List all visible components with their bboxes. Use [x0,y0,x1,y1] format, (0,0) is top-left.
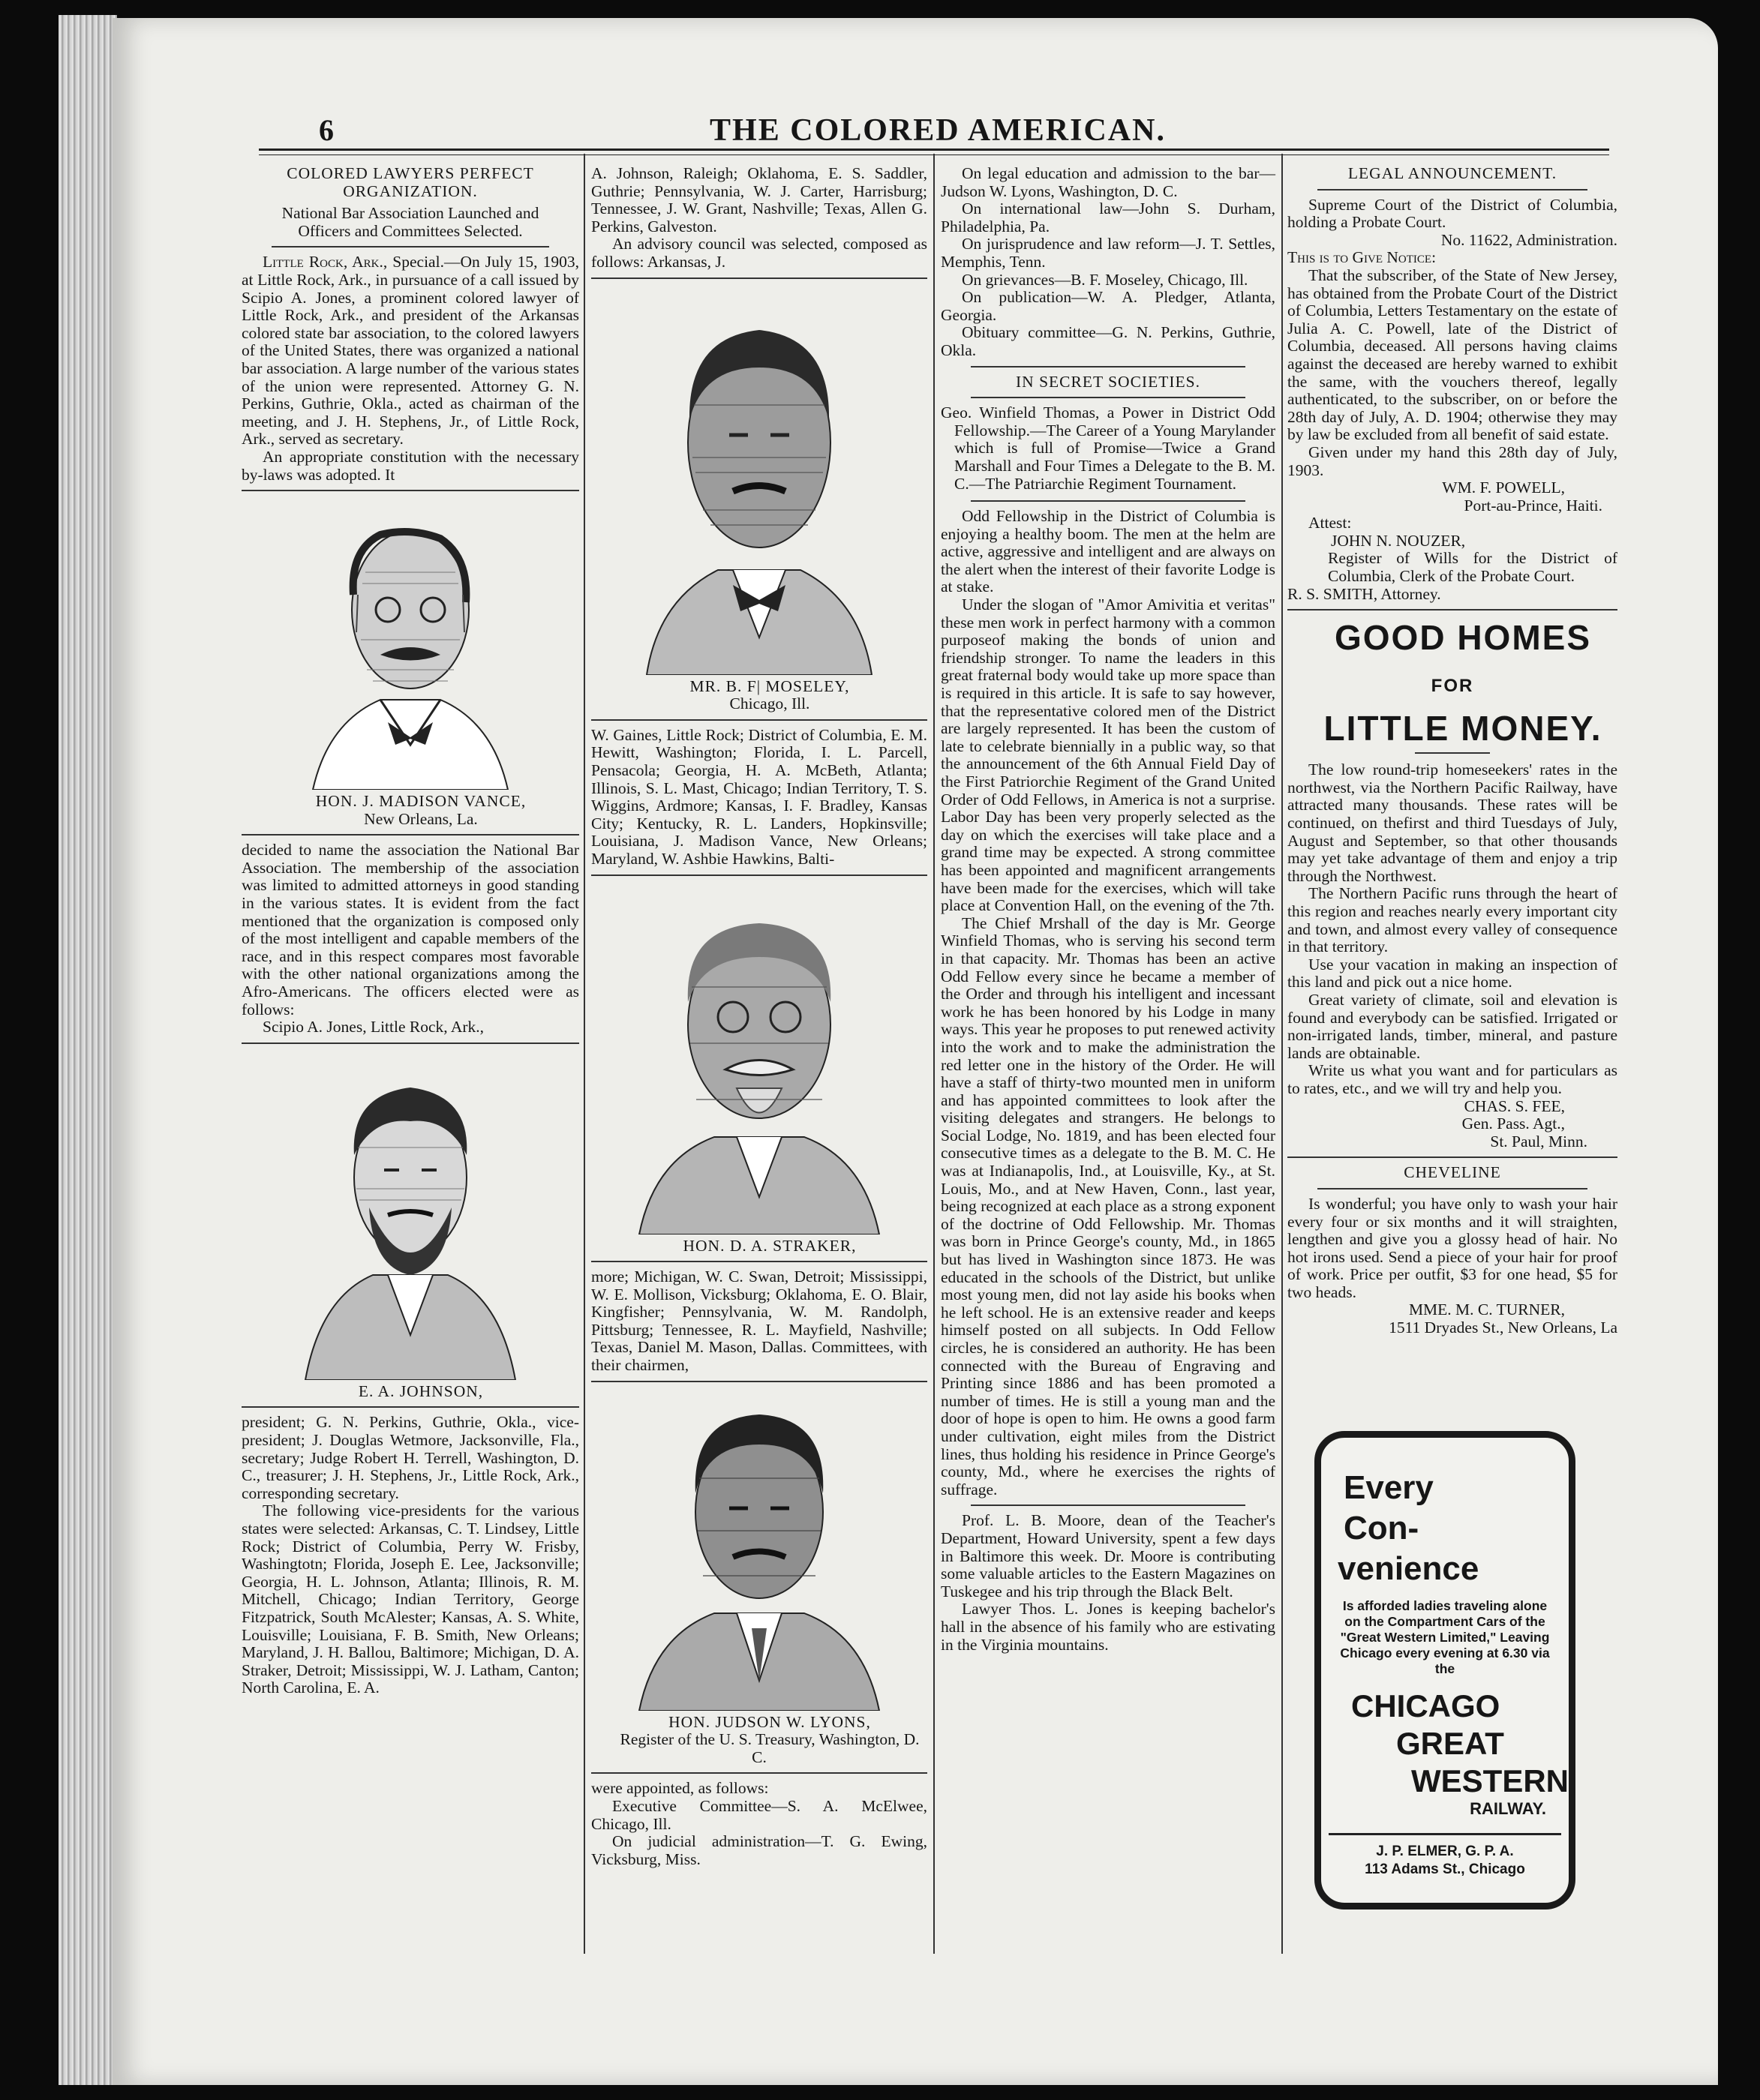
ad-title: CHEVELINE [1404,1163,1501,1182]
railway-logo-line: RAILWAY. [1470,1799,1546,1818]
legal-case-number: No. 11622, Administration. [1440,230,1617,249]
column-3 [941,165,1275,1654]
article-paragraph: The Chief Mrshall of the day is Mr. George Winfield Thomas, who is serving his second term in that capacity. Mr. Thomas has been an active Odd Fellow every since he became a member of the Order and through his intelligent and incessant work he has been honored by his Lodge in many ways. This year he proposes to put renewed activity into the work and to make the administration the red letter one in the history of the Order. He will have a staff of thirty-two mounted men in uniform and has appointed committees to look after the visiting delegates and strangers. He belongs to Social Lodge, No. 1819, and has been elected four consecutive times as a delegate to the B. M. C. He was at Indianapolis, Ind., at Louisville, Ky., at St. Louis, Mo., and at New Haven, Conn., last year, being recognized at each place as a strong exponent of the doctrine of Odd Fellowship. Mr. Thomas was born in Prince George's county, Md., in 1865 but has lived in Washington since 1873. He was educated in the schools of the District, but unlike most young men, did not lay aside his books when he left school. He is an extensive reader and keeps himself posted on all subjects. In Odd Fellow circles, he is considered an authority. He has been connected with the Bureau of Engraving and Printing since 1886 and has been promoted a number of times. He is still a young man and the door of hope is open to him. He owns a good farm under cultivation, eight miles from the District lines, thus holding his residence in Prince George's county, Md., where he exercises the rights of suffrage. [941,914,1275,1498]
divider [242,1042,579,1044]
ad-signature: CHAS. S. FEE, [1464,1096,1565,1115]
ad-paragraph: Great variety of climate, soil and elevation is found and everybody can be satisfied. Irrigated or non-irrigated lands, timber, mineral, and pasture lands are obtainable. [1287,990,1617,1062]
article-paragraph: On publication—W. A. Pledger, Atlanta, Georgia. [941,288,1275,324]
page-stack-edges [59,15,117,2085]
portrait-caption-place: Register of the U. S. Treasury, Washington, D. C. [620,1730,920,1766]
ad-signature: St. Paul, Minn. [1490,1132,1587,1150]
divider [591,278,927,279]
legal-paragraph: Given under my hand this 28th day of July, 1903. [1287,442,1617,479]
ad-signature: 1511 Dryades St., New Orleans, La [1389,1318,1617,1337]
article-paragraph: were appointed, as follows: [591,1779,769,1798]
article-headline: COLORED LAWYERS PERFECT ORGANIZATION. [287,164,534,200]
masthead-rule [259,148,1609,151]
divider [1317,1188,1587,1190]
article-deck: National Bar Association Launched and Officers and Committees Selected. [281,204,539,240]
railway-logo-line: CHICAGO [1351,1688,1500,1724]
portrait-moseley [591,285,927,675]
divider [242,1406,579,1408]
portrait-caption-name: HON. J. MADISON VANCE, [315,792,527,811]
article-deck: Geo. Winfield Thomas, a Power in District Odd Fellowship.—The Career of a Young Marylander which is full of Promise—Twice a Grand Marshall and Four Times a Delegate to the B. M. C.—The Patriarchie Regiment Tournament. [941,404,1275,493]
portrait-caption-name: HON. JUDSON W. LYONS, [668,1712,871,1731]
article-paragraph: Prof. L. B. Moore, dean of the Teacher's Department, Howard University, spent a few days in Baltimore this week. Dr. Moore is contributing some valuable articles to the Eastern Magazines on Tuskegee and his trip through the Black Belt. [941,1511,1275,1600]
divider [591,1381,927,1382]
article-paragraph: An appropriate constitution with the necessary by-laws was adopted. It [242,447,579,484]
legal-title: LEGAL ANNOUNCEMENT. [1347,164,1557,182]
legal-attest-name: JOHN N. NOUZER, [1331,531,1466,550]
legal-attorney: R. S. SMITH, Attorney. [1287,584,1441,603]
article-paragraph: decided to name the association the National Bar Association. The membership of the association was limited to admitted attorneys in good standing in the various states. It is evident from the fact mentioned that the organization is composed only of the most intelligent and capable members of the race, and in this respect compares most favorable with the other national organizations among the Afro-Americans. The officers elected were as follows: [242,841,579,1018]
article-paragraph: W. Gaines, Little Rock; District of Columbia, E. M. Hewitt, Washington; Florida, I. L. Parcell, Pensacola; Georgia, H. A. McBeth, Atlanta; Illinois, S. L. Mast, Chicago; Indian Territory, T. S. Wiggins, Ardmore; Kansas, I. F. Bradley, Kansas City; Kentucky, R. L. Landers, Hopkinsville; Louisiana, J. Madison Vance, New Orleans; Maryland, W. Ashbie Hawkins, Balti- [591,725,927,868]
column-4 [1287,165,1617,1337]
portrait-straker [591,882,927,1234]
ad-paragraph: Is wonderful; you have only to wash your hair every four or six months and it will straighten, lengthen and give you a glossy head of hair. No hot irons used. Send a piece of your hair for proof of work. Price per outfit, $3 for one head, $5 for two heads. [1287,1194,1617,1301]
article-text: Special.—On July 15, 1903, at Little Rock, Ark., in pursuance of a call issued by Scipio A. Jones, a prominent colored lawyer of Little Rock, Ark., and president of the Arkansas colored state bar association, to the colored lawyers of the United States, there was organized a national bar association. A large number of the various states of the union were represented. Attorney G. N. Perkins, Guthrie, Okla., acted as chairman of the meeting, and J. H. Stephens, Jr., of Little Rock, Ark., served as secretary. [242,253,579,448]
portrait-caption-name: E. A. JOHNSON, [358,1382,484,1400]
article-paragraph: president; G. N. Perkins, Guthrie, Okla., vice-president; J. Douglas Wetmore, Jacksonville, Fla., secretary; Judge Robert H. Terrell, Washington, D. C., treasurer; J. H. Stephens, Jr., Little Rock, Ark., corresponding secretary. [242,1413,579,1502]
column-2 [591,165,927,1868]
portrait-caption-place: Chicago, Ill. [729,694,810,713]
ad-paragraph: Use your vacation in making an inspection of this land and pick out a nice home. [1287,955,1617,992]
portrait-caption-name: HON. D. A. STRAKER, [683,1236,857,1255]
column-rule [933,154,935,1954]
page-number: 6 [319,113,334,147]
article-paragraph: On legal education and admission to the bar—Judson W. Lyons, Washington, D. C. [941,164,1275,200]
chicago-great-western-ad [1314,1431,1575,1910]
dateline: Little Rock, Ark., [263,253,388,272]
legal-attest: Attest: [1308,514,1352,532]
ad-line: Con- [1344,1510,1419,1546]
ad-headline-for: FOR [1431,676,1474,697]
article-paragraph: Odd Fellowship in the District of Columbia is enjoying a healthy boom. The men at the helm are active, aggressive and intelligent and are always on the alert when the interest of their favorite Lodge is at stake. [941,507,1275,596]
divider [591,1261,927,1262]
legal-attest-role: Register of Wills for the District of Columbia, Clerk of the Probate Court. [1328,549,1617,586]
divider [971,500,1245,502]
engraved-portrait-image [635,285,883,675]
article-paragraph: A. Johnson, Raleigh; Oklahoma, E. S. Saddler, Guthrie; Pennsylvania, W. J. Carter, Harrisburg; Tennessee, J. W. Grant, Nashville; Texas, Allen G. Perkins, Galveston. [591,164,927,236]
divider [1317,189,1587,190]
portrait-johnson [242,1050,579,1380]
ad-signature: Gen. Pass. Agt., [1461,1114,1565,1133]
divider [272,246,549,248]
portrait-lyons [591,1388,927,1711]
article-paragraph: Executive Committee—S. A. McElwee, Chicago, Ill. [591,1797,927,1833]
ad-headline-2: LITTLE MONEY. [1323,709,1602,748]
divider [591,719,927,721]
railway-logo-line: WESTERN [1411,1763,1569,1798]
legal-paragraph: That the subscriber, of the State of New Jersey, has obtained from the Probate Court of the District of Columbia, Letters Testamentary on the estate of Julia A. C. Powell, late of the District of Columbia, deceased. All persons having claims against the deceased are hereby warned to exhibit the same, with the vouchers thereof, legally authenticated, to the subscriber, on or before the 28th day of July, A. D. 1904; otherwise they may by law be excluded from all benefit of said estate. [1287,266,1617,444]
divider [591,1772,927,1774]
article-paragraph: An advisory council was selected, composed as follows: Arkansas, J. [591,235,927,271]
article-paragraph [242,254,579,448]
ad-footer: 113 Adams St., Chicago [1365,1862,1525,1877]
column-rule [584,154,585,1954]
divider [242,490,579,491]
divider [1287,609,1617,610]
article-paragraph: On grievances—B. F. Moseley, Chicago, Ill. [962,270,1248,289]
engraved-portrait-image [298,497,523,790]
ad-headline-text: GOOD HOMES [1334,618,1592,658]
column-rule [1281,154,1283,1954]
divider [971,1504,1245,1506]
ad-line: Every [1344,1469,1434,1506]
portrait-caption-name: MR. B. F| MOSELEY, [689,676,850,695]
divider [591,874,927,876]
railway-logo-line: GREAT [1396,1726,1504,1761]
article-paragraph: more; Michigan, W. C. Swan, Detroit; Mississippi, W. E. Mollison, Vicksburg; Oklahoma, E. O. Blair, Kingfisher; Pennsylvania, W. M. Randolph, Pittsburg; Tennessee, R. L. Mayfield, Nashville; Texas, Daniel M. Mason, Dallas. Committees, with their chairmen, [591,1268,927,1375]
divider [1287,1156,1617,1158]
divider [971,397,1245,398]
ad-line: venience [1338,1550,1479,1587]
portrait-caption-place: New Orleans, La. [364,809,478,828]
engraved-portrait-image [632,1388,887,1711]
article-paragraph: On judicial administration—T. G. Ewing, Vicksburg, Miss. [591,1832,927,1868]
legal-signature-place: Port-au-Prince, Haiti. [1464,496,1602,514]
ad-text: Is afforded ladies traveling alone on the Compartment Cars of the "Great Western Limited," Leaving Chicago every evening at 6.30 via the [1340,1598,1550,1676]
article-paragraph: On international law—John S. Durham, Philadelphia, Pa. [941,200,1275,236]
article-paragraph: On jurisprudence and law reform—J. T. Settles, Memphis, Tenn. [941,235,1275,271]
article-paragraph: Scipio A. Jones, Little Rock, Ark., [263,1018,485,1036]
article-paragraph: Under the slogan of "Amor Amivitia et veritas" these men work in perfect harmony with a common purposeof making the bonds of union and friendship stronger. To name the leaders in this great fraternal body would take up more space than is required in this article. It is safe to say however, that the representative colored men of the District are largely represented. It has been the custom of late to celebrate biennially in a public way, so that the announcement of the 6th Annual Field Day of the First Patriorchie Regiment of the Grand United Order of Odd Fellows, in America is not a surprise. Labor Day has been very properly selected as the day on which the exercises will take place and a grand time may be expected. A strong committee has been appointed and magnificent arrangements have been made for the exercises, which will take place at Convention Hall, on the evening of the 7th. [941,596,1275,915]
masthead-title: THE COLORED AMERICAN. [710,113,1166,148]
divider [1415,752,1490,754]
ad-paragraph: The Northern Pacific runs through the heart of this region and reaches nearly every important city and town, and almost every valley of consequence in that territory. [1287,884,1617,956]
column-1 [242,165,579,1697]
ad-paragraph: The low round-trip homeseekers' rates in the northwest, via the Northern Pacific Railway, have attracted many thousands. These rates will be continued, on thefirst and third Tuesdays of July, August and September, so that other thousands may yet take advantage of them and enjoy a trip through the Northwest. [1287,760,1617,885]
ad-paragraph: Write us what you want and for particulars as to rates, etc., and we will try and help you. [1287,1061,1617,1097]
divider [971,366,1245,368]
engraved-portrait-image [298,1050,523,1380]
article-paragraph: Lawyer Thos. L. Jones is keeping bachelor's hall in the absence of his family who are estivating in the Virginia mountains. [941,1600,1275,1654]
article-headline: IN SECRET SOCIETIES. [1016,372,1200,391]
legal-paragraph: Supreme Court of the District of Columbia, holding a Probate Court. [1287,195,1617,232]
engraved-portrait-image [624,882,894,1234]
legal-paragraph: This is to Give Notice: [1287,248,1437,267]
article-paragraph: The following vice-presidents for the various states were selected: Arkansas, C. T. Lindsey, Little Rock; District of Columbia, Perry W. Frisby, Washingtotn; Florida, Joseph E. Lee, Jacksonville; Georgia, H. L. Johnson, Atlanta; Illinois, R. M. Mitchell, Chicago; Indian Territory, George Fitzpatrick, South McAlester; Kansas, A. S. White, Louisville; Louisiana, F. B. Smith, New Orleans; Maryland, J. H. Ballou, Baltimore; Michigan, D. A. Straker, Detroit; Mississippi, W. J. Latham, Canton; North Carolina, E. A. [242,1502,579,1697]
portrait-vance [242,497,579,790]
article-paragraph: Obituary committee—G. N. Perkins, Guthrie, Okla. [941,323,1275,359]
divider [242,834,579,836]
ad-footer: J. P. ELMER, G. P. A. [1376,1844,1514,1859]
legal-signature: WM. F. POWELL, [1442,478,1565,497]
ad-signature: MME. M. C. TURNER, [1408,1300,1565,1319]
ad-headline [1287,616,1617,707]
